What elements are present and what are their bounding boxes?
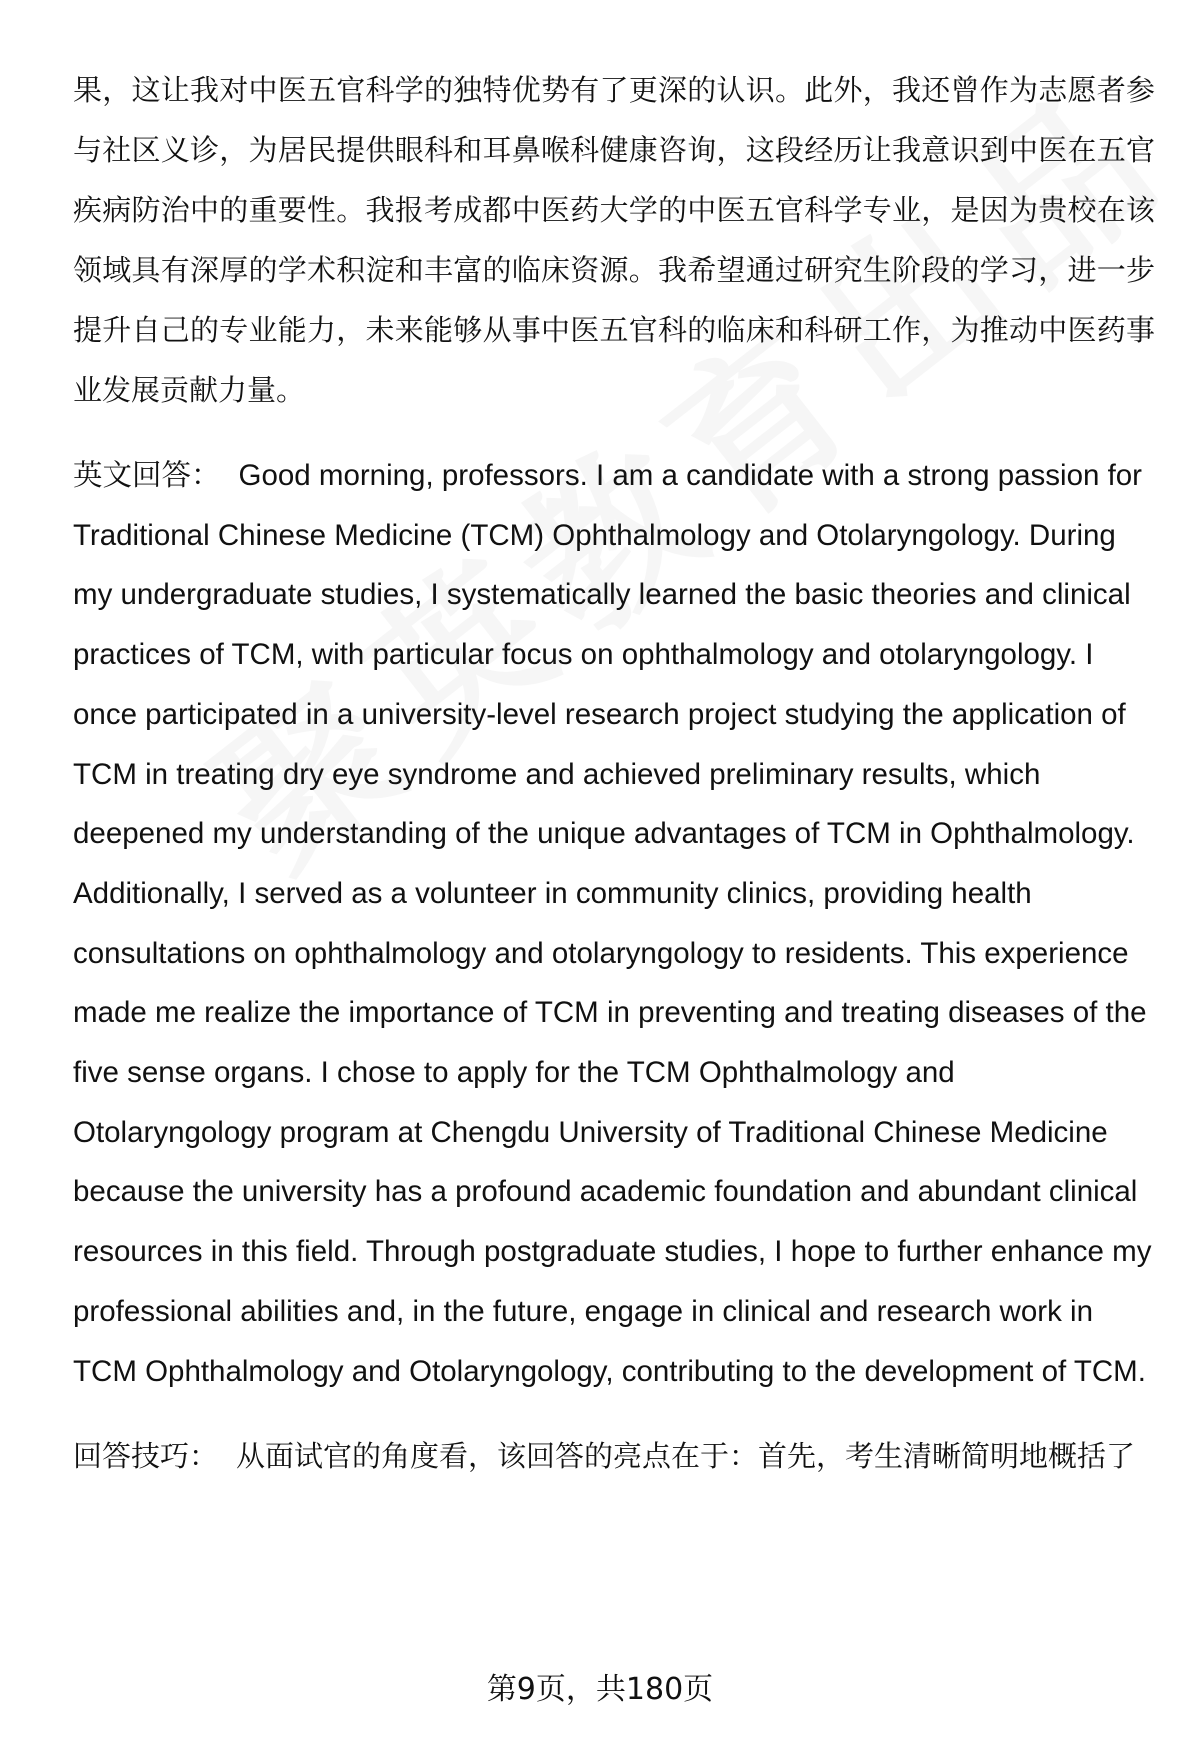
answer-tips-label: 回答技巧： (73, 1439, 219, 1474)
answer-tips-paragraph (73, 1426, 1155, 1486)
paragraph-chinese: 果，这让我对中医五官科学的独特优势有了更深的认识。此外，我还曾作为志愿者参与社区义诊，为居民提供眼科和耳鼻喉科健康咨询，这段经历让我意识到中医在五官疾病防治中的重要性。我报考成都中医药大学的中医五官科学专业，是因为贵校在该领域具有深厚的学术积淀和丰富的临床资源。我希望通过研究生阶段的学习，进一步提升自己的专业能力，未来能够从事中医五官科的临床和科研工作，为推动中医药事业发展贡献力量。 (73, 73, 1155, 407)
english-answer-label: 英文回答： (73, 459, 221, 492)
english-answer-text: Good morning, professors. I am a candidate with a strong passion for Traditional Chinese Medicine (TCM) Ophthalmology and Otolaryngology. During my undergraduate studies, I systematically learned the basic theories and clinical practices of TCM, with particular focus on ophthalmology and otolaryngology. I once participated in a university-level research project studying the application of TCM in treating dry eye syndrome and achieved preliminary results, which deepened my understanding of the unique advantages of TCM in Ophthalmology. Additionally, I served as a volunteer in community clinics, providing health consultations on ophthalmology and otolaryngology to residents. This experience made me realize the importance of TCM in preventing and treating diseases of the five sense organs. I chose to apply for the TCM Ophthalmology and Otolaryngology program at Chengdu University of Traditional Chinese Medicine because the university has a profound academic foundation and abundant clinical resources in this field. Through postgraduate studies, I hope to further enhance my professional abilities and, in the future, engage in clinical and research work in TCM Ophthalmology and Otolaryngology, contributing to the development of TCM. (73, 459, 1152, 1388)
english-answer-paragraph (73, 446, 1155, 1401)
document-page (73, 60, 1155, 1486)
page-number: 第9页，共180页 (486, 1672, 714, 1707)
answer-tips-text: 从面试官的角度看，该回答的亮点在于：首先，考生清晰简明地概括了 (236, 1439, 1136, 1474)
